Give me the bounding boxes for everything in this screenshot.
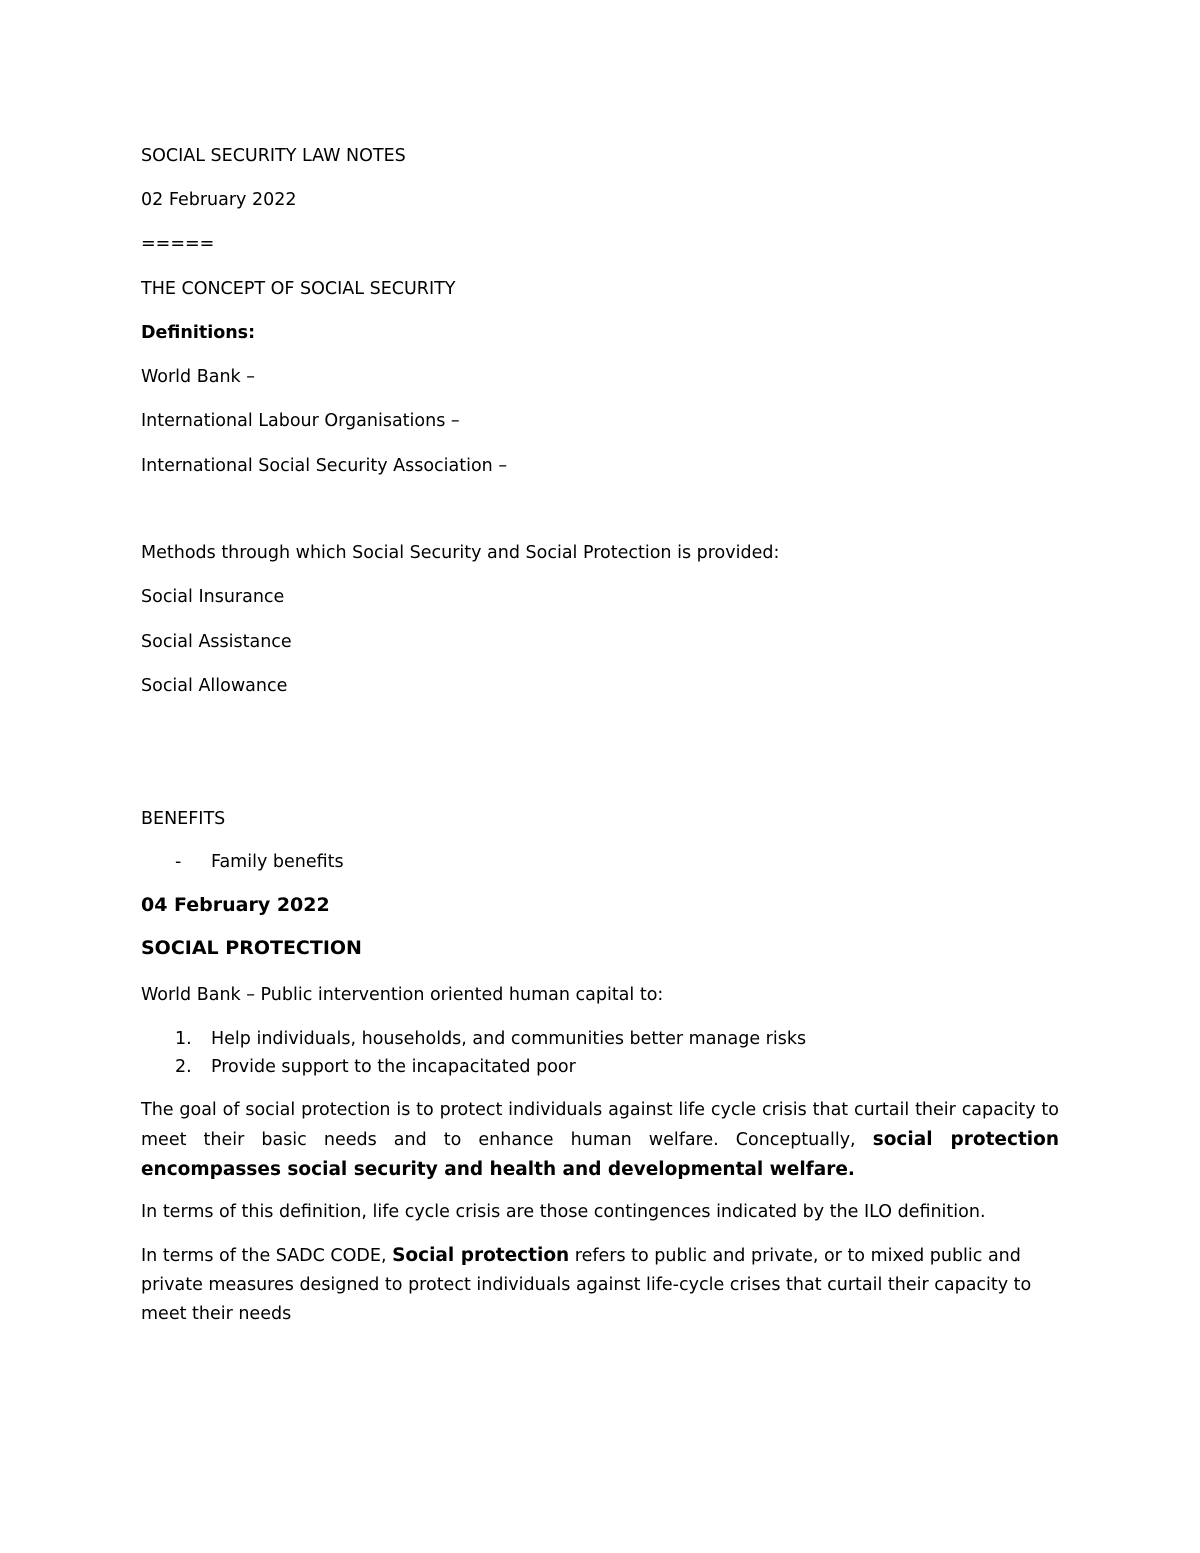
list-number: 2. bbox=[175, 1057, 192, 1077]
definition-item: International Social Security Association – bbox=[141, 456, 508, 476]
numbered-item: Help individuals, households, and communities better manage risks bbox=[211, 1029, 807, 1049]
goal-paragraph-text: The goal of social protection is to protect individuals against life cycle crisis that curtail their capacity to meet their basic needs and to enhance human welfare. Conceptually, bbox=[141, 1100, 1059, 1150]
method-item: Social Assistance bbox=[141, 632, 292, 652]
goal-paragraph bbox=[141, 1096, 1059, 1185]
method-item: Social Allowance bbox=[141, 676, 288, 696]
world-bank-intro: World Bank – Public intervention oriented human capital to: bbox=[141, 985, 664, 1005]
sadc-paragraph-text: refers to public and private, or to mixed public and private measures designed to protect individuals against life-cycle crises that curtail their capacity to meet their needs bbox=[141, 1246, 1032, 1324]
date-heading-1: 02 February 2022 bbox=[141, 190, 297, 210]
concept-heading: THE CONCEPT OF SOCIAL SECURITY bbox=[141, 279, 456, 299]
list-number: 1. bbox=[175, 1029, 192, 1049]
definition-item: World Bank – bbox=[141, 367, 255, 387]
definition-item: International Labour Organisations – bbox=[141, 411, 460, 431]
social-protection-heading: SOCIAL PROTECTION bbox=[141, 937, 362, 959]
method-item: Social Insurance bbox=[141, 587, 285, 607]
sadc-paragraph-emphasis: Social protection bbox=[392, 1245, 570, 1266]
separator: ===== bbox=[141, 234, 215, 254]
sadc-paragraph-prefix: In terms of the SADC CODE, bbox=[141, 1246, 393, 1266]
bullet-dash: - bbox=[175, 852, 182, 872]
benefit-item: Family benefits bbox=[211, 852, 344, 872]
benefits-heading: BENEFITS bbox=[141, 809, 226, 829]
document-title: SOCIAL SECURITY LAW NOTES bbox=[141, 146, 406, 166]
date-heading-2: 04 February 2022 bbox=[141, 894, 330, 916]
definition-paragraph: In terms of this definition, life cycle crisis are those contingences indicated by the ILO definition. bbox=[141, 1202, 986, 1222]
goal-paragraph-emphasis: social protection encompasses social security and health and developmental welfare. bbox=[141, 1129, 1060, 1180]
methods-intro: Methods through which Social Security and Social Protection is provided: bbox=[141, 543, 780, 563]
numbered-item: Provide support to the incapacitated poor bbox=[211, 1057, 576, 1077]
sadc-paragraph bbox=[141, 1241, 1059, 1329]
definitions-label: Definitions: bbox=[141, 323, 256, 343]
